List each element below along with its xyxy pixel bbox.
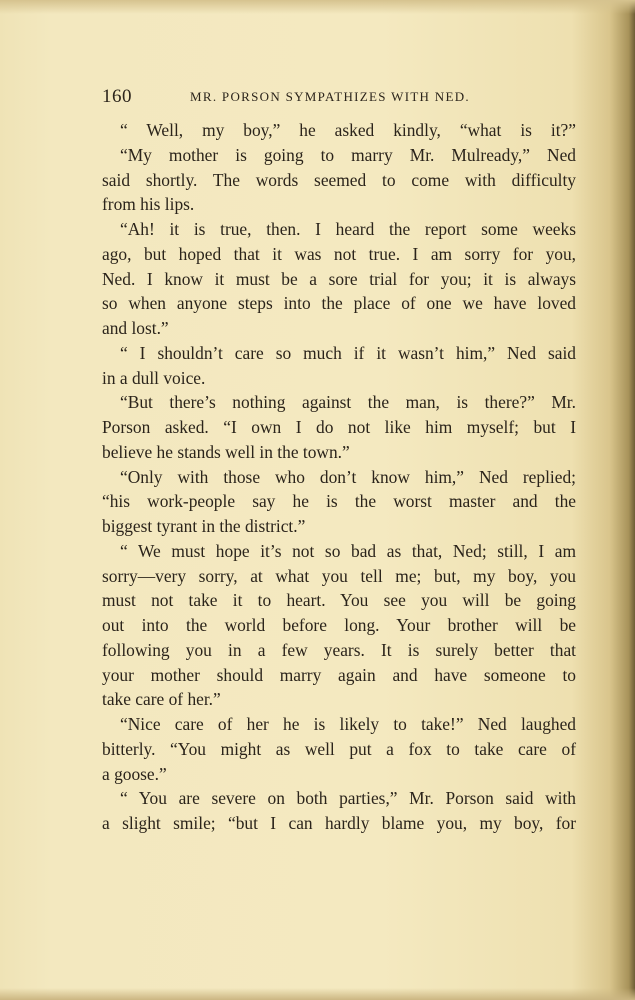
text-line: so when anyone steps into the place of one we have loved: [102, 293, 576, 314]
page-bottom-shadow: [0, 988, 635, 1000]
text-line: your mother should marry again and have someone to: [102, 664, 576, 685]
text-line: Ned. I know it must be a sore trial for you; it is always: [102, 268, 576, 289]
text-line: take care of her.”: [102, 689, 221, 710]
text-line: ago, but hoped that it was not true. I am sorry for you,: [102, 243, 576, 264]
text-line: biggest tyrant in the district.”: [102, 516, 306, 536]
text-line: bitterly. “You might as well put a fox to take care of: [102, 738, 576, 759]
text-line: “Ah! it is true, then. I heard the report some weeks: [120, 219, 576, 239]
body-text: [102, 118, 576, 836]
text-line: “his work-people say he is the worst master and the: [102, 491, 576, 512]
text-line: from his lips.: [102, 194, 195, 215]
text-line: sorry—very sorry, at what you tell me; but, my boy, you: [102, 565, 576, 586]
text-line: “ Well, my boy,” he asked kindly, “what is it?”: [120, 120, 576, 140]
text-line: “My mother is going to marry Mr. Mulready,” Ned: [120, 144, 576, 165]
page-number: 160: [102, 86, 132, 107]
text-line: Porson asked. “I own I do not like him myself; but I: [102, 417, 576, 437]
text-line: said shortly. The words seemed to come with difficulty: [102, 169, 576, 190]
page-header: [102, 86, 576, 108]
page-top-shadow: [0, 0, 635, 14]
text-line: a slight smile; “but I can hardly blame you, my boy, for: [102, 813, 576, 833]
text-line: “ You are severe on both parties,” Mr. Porson said with: [120, 788, 576, 809]
text-line: a goose.”: [102, 763, 167, 784]
text-line: following you in a few years. It is surely better that: [102, 639, 576, 660]
text-line: “But there’s nothing against the man, is there?” Mr.: [120, 392, 576, 413]
text-line: “Nice care of her he is likely to take!” Ned laughed: [120, 714, 576, 734]
text-line: “ We must hope it’s not so bad as that, Ned; still, I am: [120, 540, 576, 561]
text-line: believe he stands well in the town.”: [102, 441, 350, 462]
running-head: MR. PORSON SYMPATHIZES WITH NED.: [190, 89, 470, 104]
text-line: “ I shouldn’t care so much if it wasn’t him,” Ned said: [120, 342, 576, 363]
text-line: “Only with those who don’t know him,” Ned replied;: [120, 466, 576, 487]
text-line: in a dull voice.: [102, 367, 206, 388]
text-line: must not take it to heart. You see you will be going: [102, 590, 576, 611]
text-line: and lost.”: [102, 318, 169, 338]
text-line: out into the world before long. Your brother will be: [102, 615, 576, 635]
